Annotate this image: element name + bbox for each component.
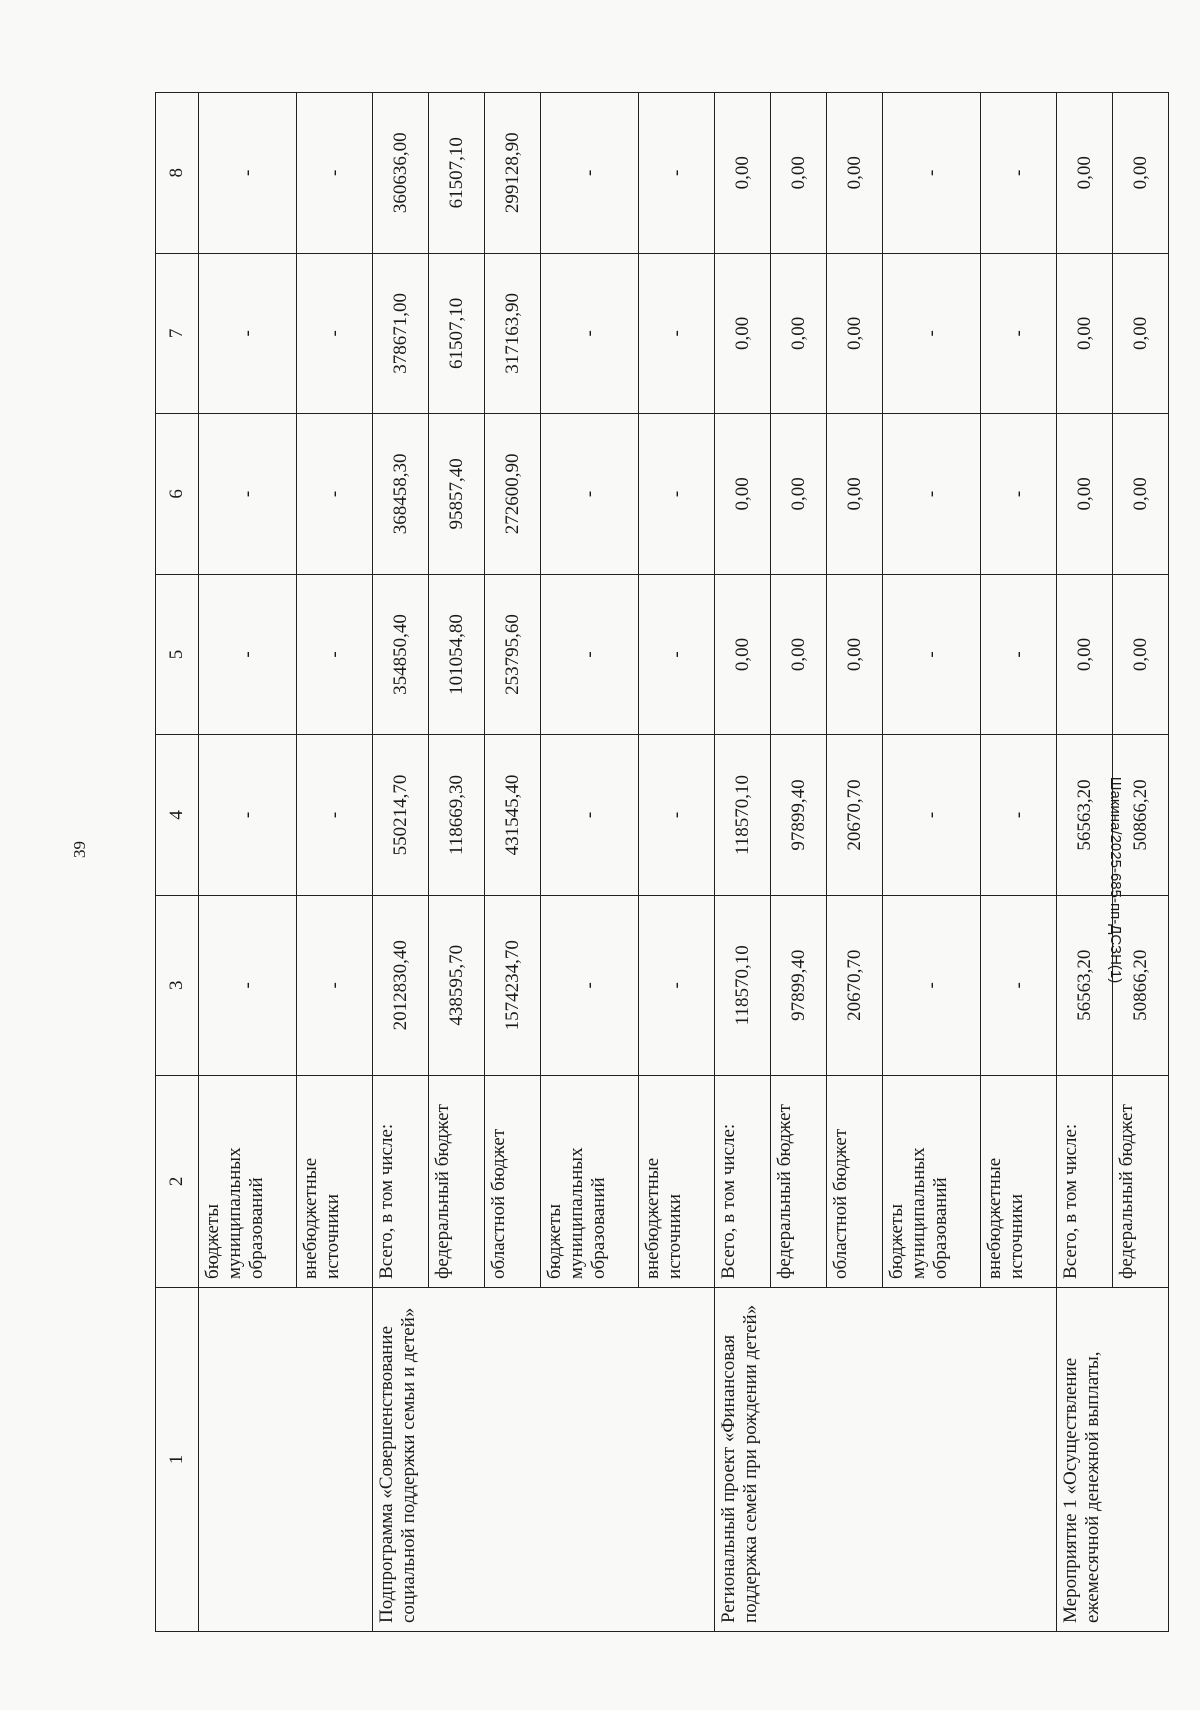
funding-source-cell: Всего, в том числе:: [373, 1075, 429, 1287]
column-header: 1: [156, 1287, 199, 1631]
value-cell: -: [297, 574, 373, 735]
funding-source-cell: внебюджетные источники: [297, 1075, 373, 1287]
value-cell: -: [297, 253, 373, 414]
value-cell: -: [981, 574, 1057, 735]
value-cell: 0,00: [1113, 253, 1169, 414]
value-cell: 0,00: [1113, 574, 1169, 735]
value-cell: -: [883, 93, 981, 254]
value-cell: 95857,40: [429, 414, 485, 575]
value-cell: -: [541, 253, 639, 414]
column-header: 7: [156, 253, 199, 414]
value-cell: 360636,00: [373, 93, 429, 254]
value-cell: 50866,20: [1113, 735, 1169, 896]
value-cell: 0,00: [827, 93, 883, 254]
value-cell: 2012830,40: [373, 895, 429, 1075]
value-cell: -: [199, 93, 297, 254]
value-cell: 50866,20: [1113, 895, 1169, 1075]
value-cell: -: [639, 414, 715, 575]
value-cell: -: [297, 735, 373, 896]
column-header: 5: [156, 574, 199, 735]
value-cell: 0,00: [771, 414, 827, 575]
value-cell: -: [639, 574, 715, 735]
funding-source-cell: областной бюджет: [827, 1075, 883, 1287]
value-cell: -: [883, 253, 981, 414]
funding-source-cell: федеральный бюджет: [429, 1075, 485, 1287]
value-cell: 272600,90: [485, 414, 541, 575]
column-header: 2: [156, 1075, 199, 1287]
funding-source-cell: бюджеты муниципальных образований: [883, 1075, 981, 1287]
funding-source-cell: бюджеты муниципальных образований: [541, 1075, 639, 1287]
value-cell: -: [981, 735, 1057, 896]
value-cell: -: [981, 414, 1057, 575]
value-cell: 118570,10: [715, 735, 771, 896]
value-cell: 0,00: [715, 93, 771, 254]
value-cell: 61507,10: [429, 93, 485, 254]
value-cell: 0,00: [715, 574, 771, 735]
value-cell: 354850,40: [373, 574, 429, 735]
value-cell: 0,00: [1057, 414, 1113, 575]
table-row: [373, 93, 429, 1632]
value-cell: 0,00: [771, 574, 827, 735]
table-row: [715, 93, 771, 1632]
program-name-cell: [199, 1287, 373, 1631]
program-name-cell: Региональный проект «Финансовая поддержка семей при рождении детей»: [715, 1287, 1057, 1631]
column-header: 3: [156, 895, 199, 1075]
value-cell: -: [981, 93, 1057, 254]
header-row: [156, 93, 199, 1632]
value-cell: 118570,10: [715, 895, 771, 1075]
funding-source-cell: внебюджетные источники: [639, 1075, 715, 1287]
value-cell: 118669,30: [429, 735, 485, 896]
value-cell: 101054,80: [429, 574, 485, 735]
column-header: 4: [156, 735, 199, 896]
value-cell: 431545,40: [485, 735, 541, 896]
table-row: [199, 93, 297, 1632]
value-cell: 0,00: [771, 93, 827, 254]
funding-source-cell: федеральный бюджет: [771, 1075, 827, 1287]
value-cell: -: [541, 895, 639, 1075]
value-cell: 0,00: [1057, 253, 1113, 414]
value-cell: 550214,70: [373, 735, 429, 896]
value-cell: -: [883, 735, 981, 896]
value-cell: -: [199, 574, 297, 735]
value-cell: -: [541, 414, 639, 575]
value-cell: 0,00: [1113, 93, 1169, 254]
program-name-cell: Подпрограмма «Совершенствование социальной поддержки семьи и детей»: [373, 1287, 715, 1631]
value-cell: 56563,20: [1057, 735, 1113, 896]
value-cell: -: [883, 895, 981, 1075]
value-cell: 299128,90: [485, 93, 541, 254]
budget-table: [155, 92, 1169, 1632]
funding-source-cell: бюджеты муниципальных образований: [199, 1075, 297, 1287]
funding-source-cell: областной бюджет: [485, 1075, 541, 1287]
value-cell: -: [981, 895, 1057, 1075]
funding-source-cell: федеральный бюджет: [1113, 1075, 1169, 1287]
value-cell: 438595,70: [429, 895, 485, 1075]
value-cell: 0,00: [715, 414, 771, 575]
value-cell: 1574234,70: [485, 895, 541, 1075]
value-cell: -: [981, 253, 1057, 414]
funding-source-cell: Всего, в том числе:: [1057, 1075, 1113, 1287]
value-cell: -: [199, 414, 297, 575]
value-cell: 20670,70: [827, 895, 883, 1075]
value-cell: -: [639, 93, 715, 254]
funding-source-cell: внебюджетные источники: [981, 1075, 1057, 1287]
value-cell: -: [541, 735, 639, 896]
value-cell: 0,00: [1057, 93, 1113, 254]
program-name-cell: Мероприятие 1 «Осуществление ежемесячной денежной выплаты,: [1057, 1287, 1169, 1631]
column-header: 8: [156, 93, 199, 254]
value-cell: -: [639, 253, 715, 414]
document-footer-code: Шакина/2025-685-пп-ДСЗН(1): [1107, 776, 1124, 984]
value-cell: 97899,40: [771, 735, 827, 896]
funding-source-cell: Всего, в том числе:: [715, 1075, 771, 1287]
value-cell: 368458,30: [373, 414, 429, 575]
value-cell: 61507,10: [429, 253, 485, 414]
value-cell: 0,00: [771, 253, 827, 414]
value-cell: -: [639, 895, 715, 1075]
value-cell: -: [199, 895, 297, 1075]
value-cell: -: [541, 93, 639, 254]
value-cell: 0,00: [827, 414, 883, 575]
value-cell: -: [297, 93, 373, 254]
value-cell: 0,00: [827, 574, 883, 735]
value-cell: 0,00: [1113, 414, 1169, 575]
value-cell: -: [297, 414, 373, 575]
value-cell: -: [199, 735, 297, 896]
value-cell: -: [883, 574, 981, 735]
value-cell: 378671,00: [373, 253, 429, 414]
value-cell: 56563,20: [1057, 895, 1113, 1075]
value-cell: 0,00: [827, 253, 883, 414]
value-cell: 317163,90: [485, 253, 541, 414]
value-cell: -: [199, 253, 297, 414]
page-number: 39: [70, 841, 89, 858]
column-header: 6: [156, 414, 199, 575]
value-cell: 253795,60: [485, 574, 541, 735]
value-cell: -: [639, 735, 715, 896]
value-cell: 0,00: [1057, 574, 1113, 735]
value-cell: 20670,70: [827, 735, 883, 896]
value-cell: -: [297, 895, 373, 1075]
value-cell: -: [883, 414, 981, 575]
value-cell: -: [541, 574, 639, 735]
value-cell: 97899,40: [771, 895, 827, 1075]
value-cell: 0,00: [715, 253, 771, 414]
